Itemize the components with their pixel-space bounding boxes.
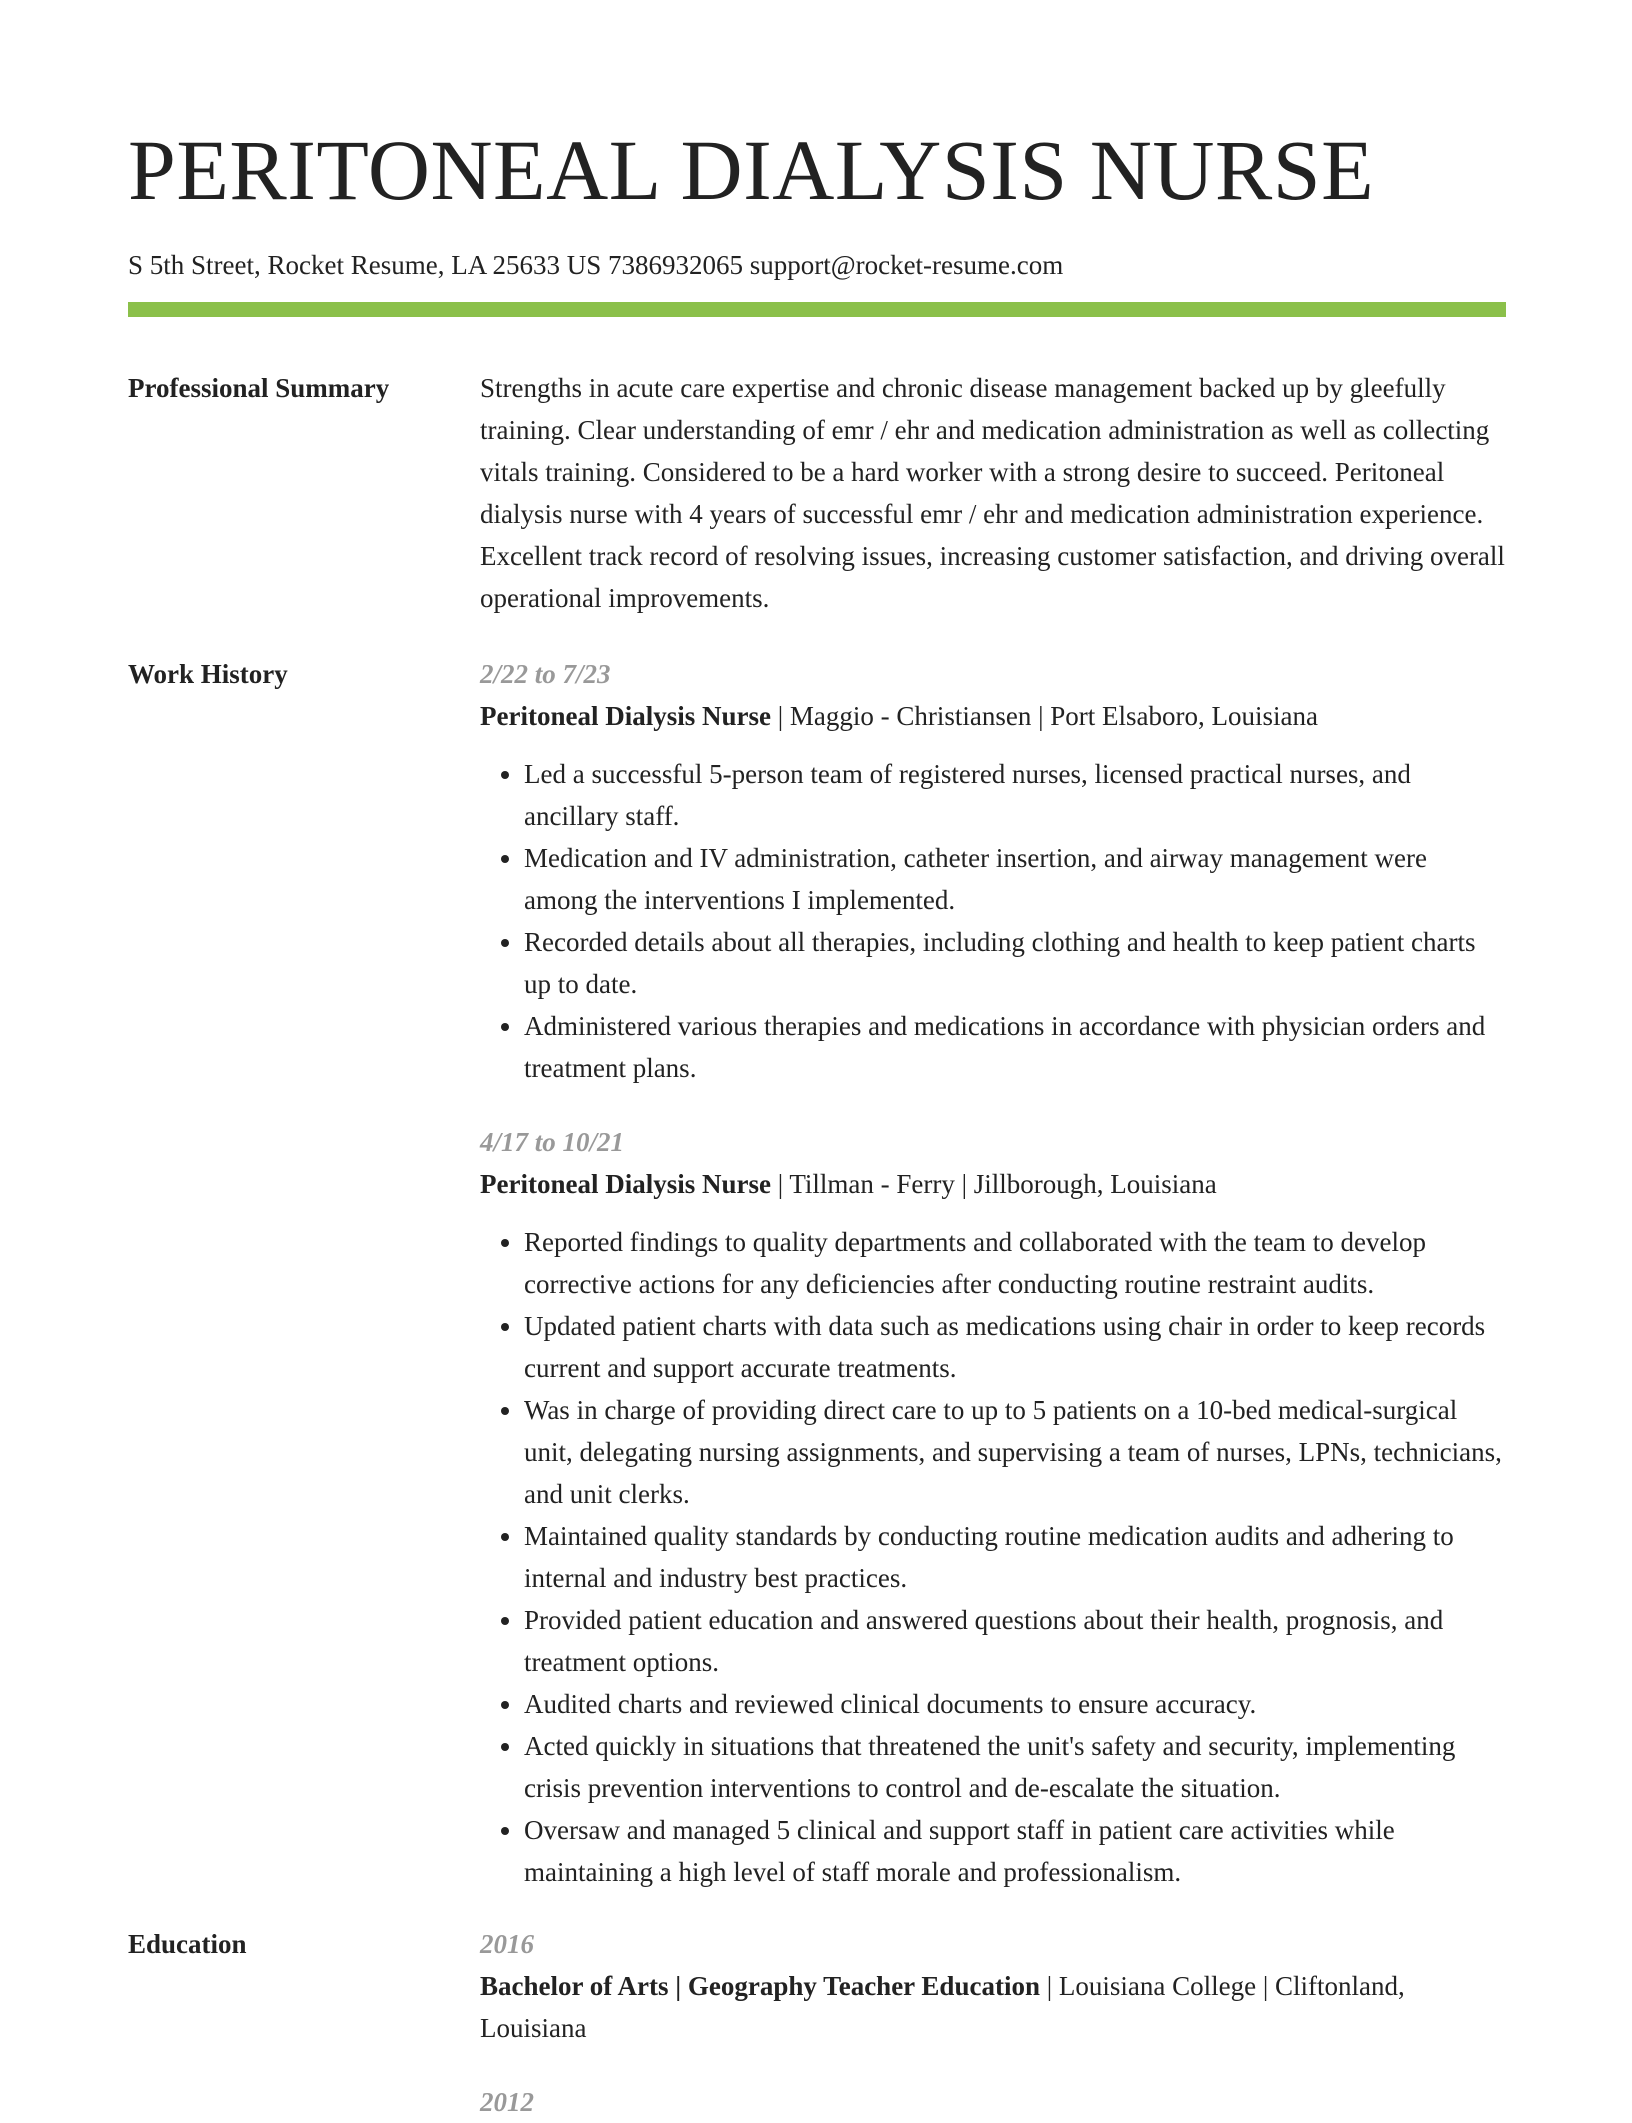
job-details: | Tillman - Ferry | Jillborough, Louisiana (770, 1169, 1217, 1199)
education-heading (480, 1965, 1506, 2049)
job-bullet: • Led a successful 5-person team of registered nurses, licensed practical nurses, and ancillary staff. (524, 753, 1506, 837)
education-year: 2012 (480, 2087, 534, 2117)
education-degree: Bachelor of Arts | Geography Teacher Education (480, 1971, 1040, 2001)
contact-line: S 5th Street, Rocket Resume, LA 25633 US 7386932065 support@rocket-resume.com (128, 250, 1064, 280)
job-details: | Maggio - Christiansen | Port Elsaboro, Louisiana (770, 701, 1318, 731)
job-entry (480, 1121, 1506, 1893)
job-bullet: • Medication and IV administration, catheter insertion, and airway management were among the interventions I implemented. (524, 837, 1506, 921)
job-title: Peritoneal Dialysis Nurse (480, 701, 771, 731)
job-bullet: • Acted quickly in situations that threatened the unit's safety and security, implementing crisis prevention interventions to control and de-escalate the situation. (524, 1725, 1506, 1809)
education-entry (480, 2081, 1506, 2123)
work-history-section (128, 653, 1506, 1893)
job-bullet: • Reported findings to quality departments and collaborated with the team to develop corrective actions for any deficiencies after conducting routine restraint audits. (524, 1221, 1506, 1305)
education-body (480, 1923, 1506, 2123)
education-year: 2016 (480, 1929, 534, 1959)
job-bullet: • Was in charge of providing direct care to up to 5 patients on a 10-bed medical-surgical unit, delegating nursing assignments, and supervising a team of nurses, LPNs, technicians, and unit clerks. (524, 1389, 1506, 1515)
job-dates: 2/22 to 7/23 (480, 659, 611, 689)
header-divider (128, 302, 1506, 317)
job-bullet: • Administered various therapies and medications in accordance with physician orders and treatment plans. (524, 1005, 1506, 1089)
summary-text: Strengths in acute care expertise and chronic disease management backed up by gleefully training. Clear understanding of emr / ehr and medication administration as well as collecting vitals training. Considered to be a hard worker with a strong desire to succeed. Peritoneal dialysis nurse with 4 years of successful emr / ehr and medication administration experience. Excellent track record of resolving issues, increasing customer satisfaction, and driving overall operational improvements. (480, 373, 1505, 613)
education-details: | Louisiana College | Cliftonland, Louisiana (480, 1971, 1405, 2043)
section-label-work-history: Work History (128, 659, 288, 689)
resume-page (128, 0, 1506, 2123)
job-bullet: • Maintained quality standards by conducting routine medication audits and adhering to internal and industry best practices. (524, 1515, 1506, 1599)
resume-title: PERITONEAL DIALYSIS NURSE (128, 122, 1375, 218)
job-bullets (480, 753, 1506, 1089)
job-bullet: • Audited charts and reviewed clinical documents to ensure accuracy. (524, 1683, 1506, 1725)
job-bullet: • Recorded details about all therapies, including clothing and health to keep patient charts up to date. (524, 921, 1506, 1005)
job-dates: 4/17 to 10/21 (480, 1127, 625, 1157)
section-label-summary: Professional Summary (128, 373, 390, 403)
job-title: Peritoneal Dialysis Nurse (480, 1169, 771, 1199)
job-bullets (480, 1221, 1506, 1893)
job-bullet: • Updated patient charts with data such as medications using chair in order to keep records current and support accurate treatments. (524, 1305, 1506, 1389)
summary-section (128, 367, 1506, 619)
work-history-body (480, 653, 1506, 1893)
job-bullet: • Provided patient education and answered questions about their health, prognosis, and treatment options. (524, 1599, 1506, 1683)
section-label-education: Education (128, 1929, 247, 1959)
job-bullet: • Oversaw and managed 5 clinical and support staff in patient care activities while maintaining a high level of staff morale and professionalism. (524, 1809, 1506, 1893)
job-entry (480, 653, 1506, 1089)
job-heading (480, 695, 1506, 737)
education-entry (480, 1923, 1506, 2049)
job-heading (480, 1163, 1506, 1205)
education-section (128, 1923, 1506, 2123)
